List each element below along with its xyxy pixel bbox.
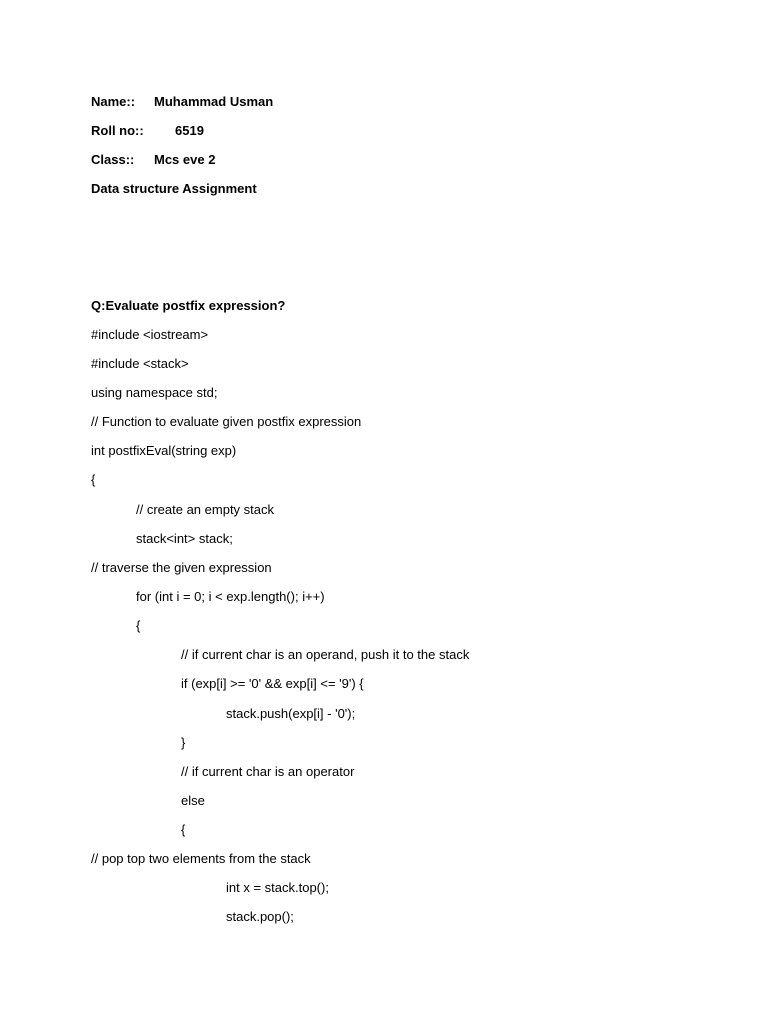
code-line: // if current char is an operand, push it to the stack — [181, 647, 470, 662]
code-line: int x = stack.top(); — [226, 880, 329, 895]
code-line: #include <stack> — [91, 356, 189, 371]
code-line: { — [136, 618, 141, 633]
roll-label: Roll no:: — [91, 123, 144, 138]
code-line: int postfixEval(string exp) — [91, 443, 237, 458]
question-heading: Q:Evaluate postfix expression? — [91, 298, 286, 313]
code-line: #include <iostream> — [91, 327, 209, 342]
code-line: stack.pop(); — [226, 909, 294, 924]
document-title: Data structure Assignment — [91, 181, 257, 196]
code-line: // traverse the given expression — [91, 560, 272, 575]
code-line: for (int i = 0; i < exp.length(); i++) — [136, 589, 325, 604]
code-line: using namespace std; — [91, 385, 218, 400]
class-label: Class:: — [91, 152, 135, 167]
code-line: { — [181, 822, 186, 837]
code-line: stack.push(exp[i] - '0'); — [226, 706, 356, 721]
code-line: } — [181, 735, 186, 750]
code-line: { — [91, 472, 96, 487]
class-value: Mcs eve 2 — [154, 152, 216, 167]
code-line: stack<int> stack; — [136, 531, 233, 546]
name-value: Muhammad Usman — [154, 94, 274, 109]
roll-value: 6519 — [175, 123, 204, 138]
name-label: Name:: — [91, 94, 136, 109]
code-line: // create an empty stack — [136, 502, 275, 517]
code-line: // pop top two elements from the stack — [91, 851, 311, 866]
code-line: // Function to evaluate given postfix expression — [91, 414, 362, 429]
code-line: if (exp[i] >= '0' && exp[i] <= '9') { — [181, 676, 364, 691]
code-line: else — [181, 793, 205, 808]
code-line: // if current char is an operator — [181, 764, 355, 779]
